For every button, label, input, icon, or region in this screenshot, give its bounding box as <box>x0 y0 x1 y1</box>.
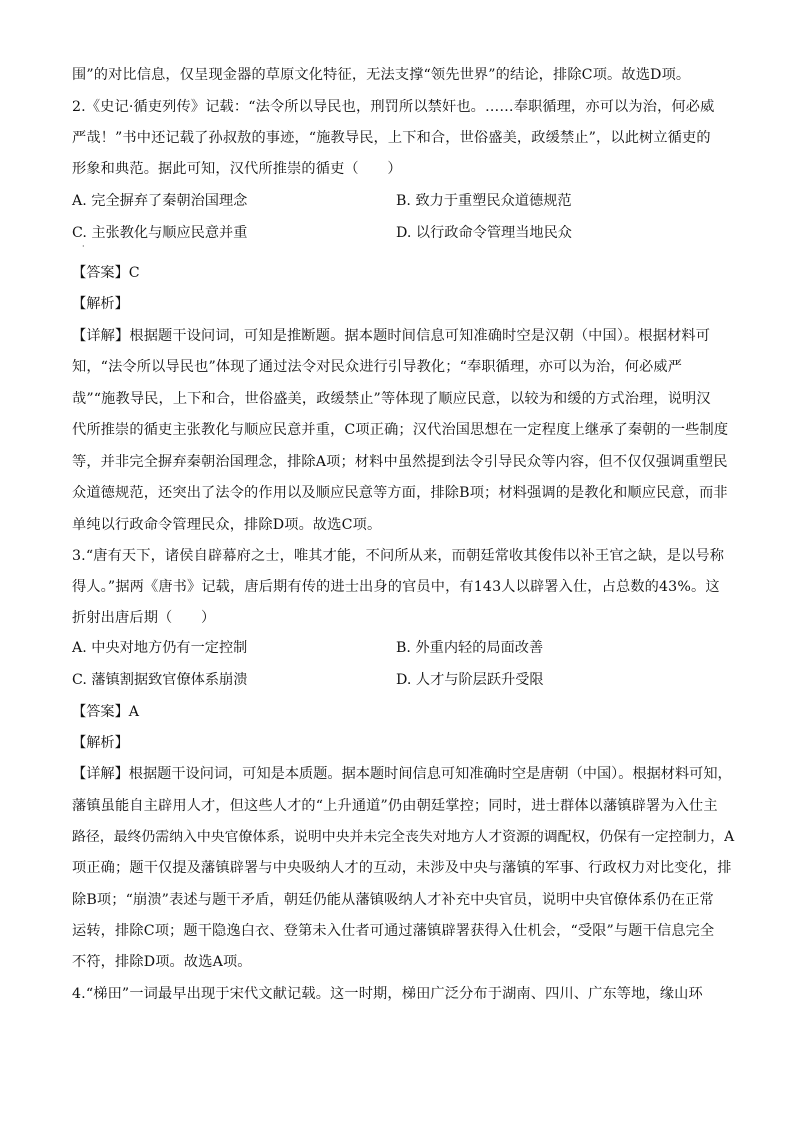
q2-analysis-heading: 【解析】 <box>72 296 129 312</box>
q2-option-d: D. 以行政命令管理当地民众 <box>396 225 572 241</box>
q3-analysis-heading: 【解析】 <box>72 735 129 751</box>
q3-stem-line-2: 得人。”据两《唐书》记载，唐后期有传的进士出身的官员中，有143人以辟署入仕，占总数的43%。这 <box>72 579 720 595</box>
q2-detail-line-1: 【详解】根据题干设问词，可知是推断题。据本题时间信息可知准确时空是汉朝（中国）。根据材料可 <box>72 328 711 344</box>
q2-answer: 【答案】C <box>72 265 140 281</box>
q3-option-d: D. 人才与阶层跃升受限 <box>396 672 544 688</box>
q2-option-a: A. 完全摒弃了秦朝治国理念 <box>72 193 248 209</box>
q3-detail-line-3: 路径，最终仍需纳入中央官僚体系，说明中央并未完全丧失对地方人才资源的调配权，仍保有一定控制力，A <box>72 829 735 845</box>
q3-answer: 【答案】A <box>72 704 139 720</box>
q2-detail-line-3: 哉”“施教导民，上下和合，世俗盛美，政缓禁止”等体现了顺应民意，以较为和缓的方式治理，说明汉 <box>72 391 711 407</box>
q3-detail-line-5: 除B项；“崩溃”表述与题干矛盾，朝廷仍能从藩镇吸纳人才补充中央官员，说明中央官僚体系仍在正常 <box>72 892 714 908</box>
q2-detail-line-2: 知，“法令所以导民也”体现了通过法令对民众进行引导教化；“奉职循理，亦可以为治，何必威严 <box>72 359 683 375</box>
q3-stem-line-1: 3.“唐有天下，诸侯自辟幕府之士，唯其才能，不问所从来，而朝廷常收其俊伟以补王官之缺，是以号称 <box>72 548 725 564</box>
q2-stem-line-1: 2.《史记·循吏列传》记载：“法令所以导民也，刑罚所以禁奸也。……奉职循理，亦可以为治，何必威 <box>72 99 715 115</box>
q3-detail-line-2: 藩镇虽能自主辟用人才，但这些人才的“上升通道”仍由朝廷掌控；同时，进士群体以藩镇辟署为入仕主 <box>72 798 718 814</box>
q3-detail-line-4: 项正确；题干仅提及藩镇辟署与中央吸纳人才的互动，未涉及中央与藩镇的军事、行政权力对比变化，排 <box>72 860 732 876</box>
q2-detail-line-6: 众道德规范，还突出了法令的作用以及顺应民意等方面，排除B项；材料强调的是教化和顺应民意，而非 <box>72 485 728 501</box>
q2-detail-line-4: 代所推崇的循吏主张教化与顺应民意并重，C项正确；汉代治国思想在一定程度上继承了秦朝的一些制度 <box>72 422 729 438</box>
q3-detail-line-1: 【详解】根据题干设问词，可知是本质题。据本题时间信息可知准确时空是唐朝（中国）。根据材料可知， <box>72 766 732 782</box>
q1-explanation-tail: 围”的对比信息，仅呈现金器的草原文化特征，无法支撑“领先世界”的结论，排除C项。故选D项。 <box>72 67 691 83</box>
q3-detail-line-7: 不符，排除D项。故选A项。 <box>72 954 252 970</box>
q2-option-b: B. 致力于重塑民众道德规范 <box>396 193 572 209</box>
q2-detail-line-7: 单纯以行政命令管理民众，排除D项。故选C项。 <box>72 517 382 533</box>
q3-stem-line-3: 折射出唐后期（ ） <box>72 610 216 626</box>
q2-stem-line-3: 形象和典范。据此可知，汉代所推崇的循吏（ ） <box>72 161 402 177</box>
q3-option-a: A. 中央对地方仍有一定控制 <box>72 640 248 656</box>
q4-stem-line-1: 4.“梯田”一词最早出现于宋代文献记载。这一时期，梯田广泛分布于湖南、四川、广东等地，缘山环 <box>72 986 703 1002</box>
stray-dot: · <box>82 242 85 251</box>
q2-detail-line-5: 等，并非完全摒弃秦朝治国理念，排除A项；材料中虽然提到法令引导民众等内容，但不仅仅强调重塑民 <box>72 454 728 470</box>
q3-option-b: B. 外重内轻的局面改善 <box>396 640 544 656</box>
q2-option-c: C. 主张教化与顺应民意并重 <box>72 225 248 241</box>
q3-option-c: C. 藩镇割据致官僚体系崩溃 <box>72 672 248 688</box>
q2-stem-line-2: 严哉！”书中还记载了孙叔敖的事迹，“施教导民，上下和合，世俗盛美，政缓禁止”，以此树立循吏的 <box>72 130 711 146</box>
q3-detail-line-6: 运转，排除C项；题干隐逸白衣、登第未入仕者可通过藩镇辟署获得入仕机会，“受限”与题干信息完全 <box>72 923 715 939</box>
